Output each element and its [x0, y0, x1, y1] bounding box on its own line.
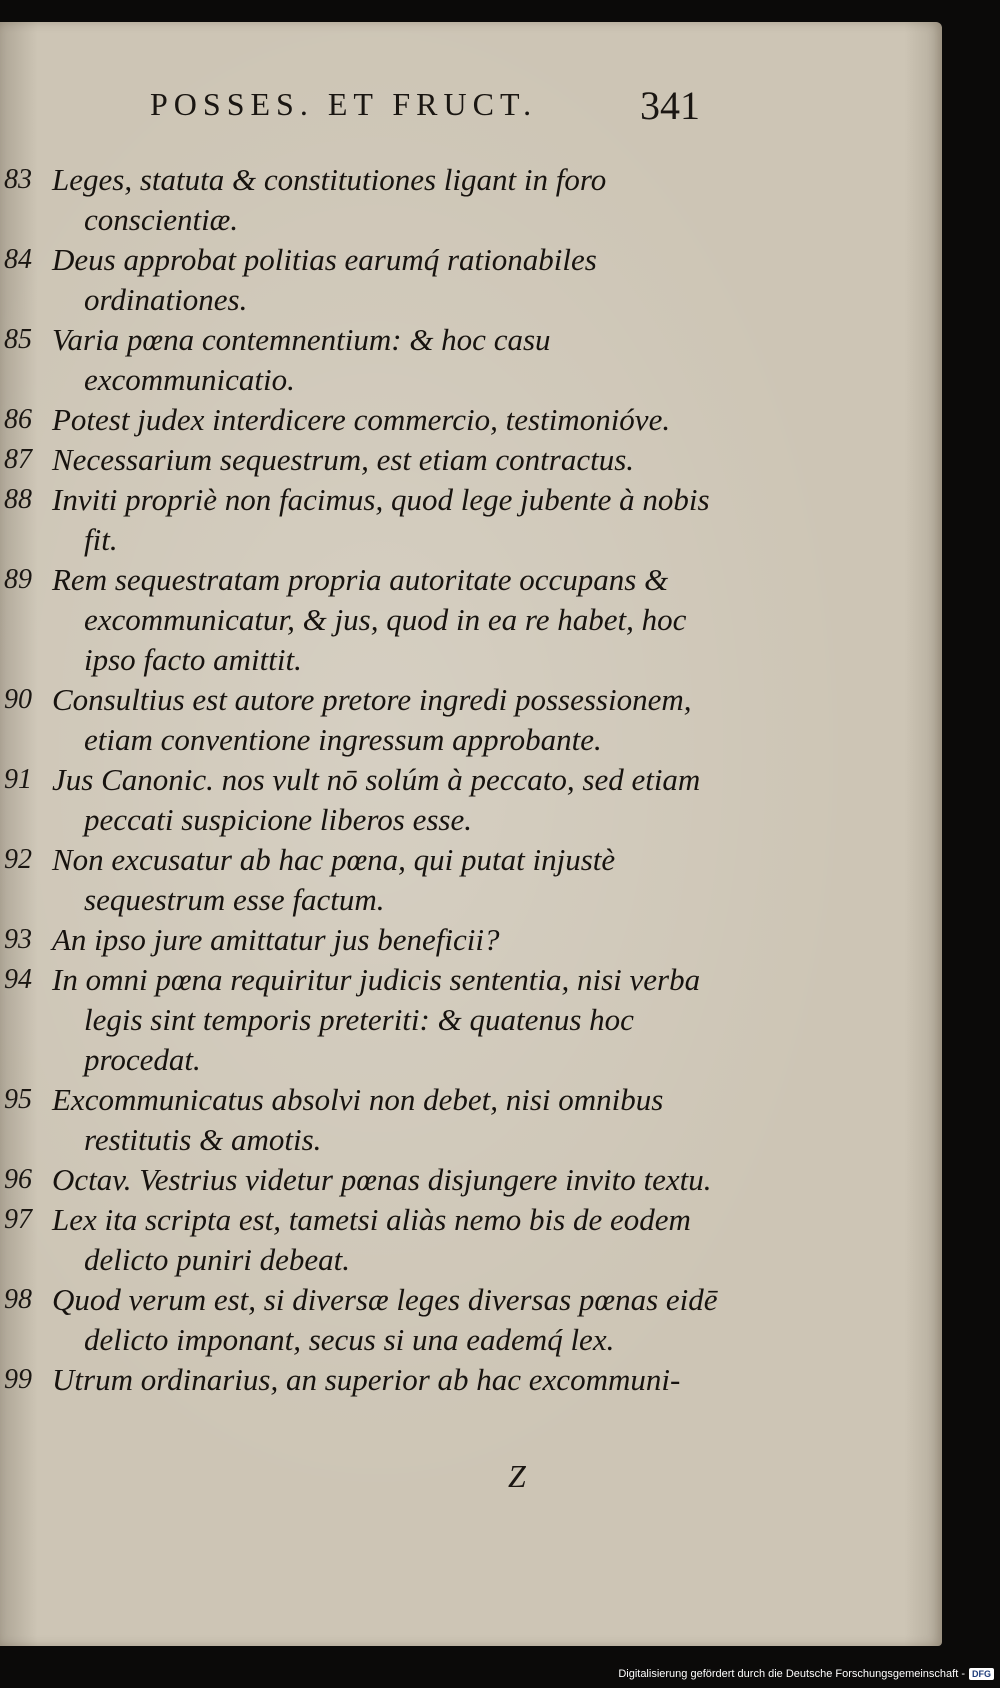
signature-mark: Z: [508, 1458, 526, 1494]
dfg-logo-icon: DFG: [969, 1668, 994, 1680]
list-item: [0, 1160, 712, 1200]
entry-number: 94: [4, 964, 32, 995]
entry-number: 86: [4, 404, 32, 435]
list-item: [0, 560, 700, 680]
entry-number: 88: [4, 484, 32, 515]
list-item: [0, 1080, 700, 1160]
list-item: [0, 1360, 700, 1400]
entry-number: 91: [4, 764, 32, 795]
entry-number: 84: [4, 244, 32, 275]
entry-number: 93: [4, 924, 32, 955]
list-item: [0, 1280, 718, 1360]
entry-text: Quod verum est, si diversæ leges diversas pœnas eidē delicto imponant, secus si una eademq́ lex.: [52, 1282, 718, 1357]
list-item: [0, 680, 700, 760]
entry-number: 96: [4, 1164, 32, 1195]
entry-text: Utrum ordinarius, an superior ab hac excommuni-: [52, 1362, 681, 1397]
entry-text: Inviti propriè non facimus, quod lege jubente à nobis fit.: [52, 482, 710, 557]
list-item: [0, 320, 700, 400]
list-item: [0, 920, 700, 960]
entry-number: 83: [4, 164, 32, 195]
entry-number: 85: [4, 324, 32, 355]
running-head: POSSES. ET FRUCT.: [150, 86, 538, 122]
entry-text: In omni pœna requiritur judicis sententia, nisi verba legis sint temporis preteriti: & quatenus hoc procedat.: [52, 962, 701, 1077]
entry-text: Deus approbat politias earumq́ rationabiles ordinationes.: [52, 242, 597, 317]
entry-number: 92: [4, 844, 32, 875]
entry-text: Lex ita scripta est, tametsi aliàs nemo bis de eodem delicto puniri debeat.: [52, 1202, 691, 1277]
entry-text: Rem sequestratam propria autoritate occupans & excommunicatur, & jus, quod in ea re habet, hoc ipso facto amittit.: [52, 562, 687, 677]
list-item: [0, 440, 700, 480]
list-item: [0, 840, 700, 920]
digitization-credit: [618, 1668, 994, 1680]
entry-text: Excommunicatus absolvi non debet, nisi omnibus restitutis & amotis.: [52, 1082, 664, 1157]
entry-text: Consultius est autore pretore ingredi possessionem, etiam conventione ingressum approbante.: [52, 682, 692, 757]
book-page: [0, 22, 942, 1646]
entry-number: 90: [4, 684, 32, 715]
list-item: [0, 480, 710, 560]
entry-text: Varia pœna contemnentium: & hoc casu excommunicatio.: [52, 322, 551, 397]
credit-text: Digitalisierung gefördert durch die Deutsche Forschungsgemeinschaft -: [618, 1668, 965, 1680]
entry-number: 98: [4, 1284, 32, 1315]
entry-text: Jus Canonic. nos vult nō solúm à peccato, sed etiam peccati suspicione liberos esse.: [52, 762, 701, 837]
list-item: [0, 240, 700, 320]
entry-number: 95: [4, 1084, 32, 1115]
summary-list: [0, 160, 718, 1400]
entry-number: 87: [4, 444, 32, 475]
entry-text: Leges, statuta & constitutiones ligant in foro conscientiæ.: [52, 162, 607, 237]
entry-number: 99: [4, 1364, 32, 1395]
list-item: [0, 960, 700, 1080]
page-number: 341: [640, 83, 700, 128]
list-item: [0, 160, 700, 240]
entry-number: 89: [4, 564, 32, 595]
entry-text: Potest judex interdicere commercio, testimonióve.: [52, 402, 671, 437]
entry-text: Octav. Vestrius videtur pœnas disjungere invito textu.: [52, 1162, 712, 1197]
entry-text: Necessarium sequestrum, est etiam contractus.: [52, 442, 635, 477]
entry-text: Non excusatur ab hac pœna, qui putat injustè sequestrum esse factum.: [52, 842, 616, 917]
entry-text: An ipso jure amittatur jus beneficii?: [52, 922, 500, 957]
entry-number: 97: [4, 1204, 32, 1235]
list-item: [0, 1200, 700, 1280]
list-item: [0, 760, 700, 840]
list-item: [0, 400, 700, 440]
